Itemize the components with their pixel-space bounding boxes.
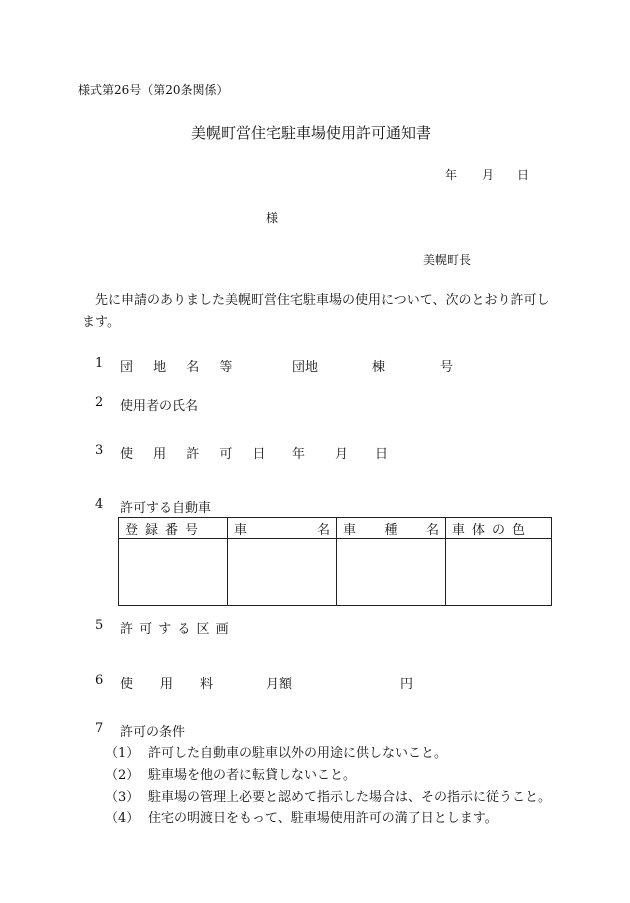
item-1-tou: 棟 xyxy=(372,360,386,375)
date-month: 月 xyxy=(482,168,495,182)
cell-car-name xyxy=(228,539,337,606)
item-6-yen: 円 xyxy=(400,677,414,692)
item-3-label: 使 用 許 可 日 xyxy=(120,447,274,462)
body-text: 先に申請のありました美幌町営住宅駐車場の使用について、次のとおり許可します。 xyxy=(82,293,550,330)
cell-body-color xyxy=(446,539,552,606)
condition-3-number: （3） xyxy=(105,790,140,805)
addressee-suffix: 様 xyxy=(266,211,279,225)
vehicle-table-header-row xyxy=(119,518,552,539)
header-registration-number xyxy=(119,518,228,539)
condition-3-text: 駐車場の管理上必要と認めて指示した場合は、その指示に従うこと。 xyxy=(148,790,552,805)
item-2-label: 使用者の氏名 xyxy=(120,399,199,414)
header-car-name-left: 車 xyxy=(234,522,248,538)
item-6-label-1: 使 xyxy=(120,677,134,692)
item-7-label: 許可の条件 xyxy=(120,725,186,740)
item-3-day: 日 xyxy=(375,447,389,462)
item-5-label: 許 可 す る 区 画 xyxy=(120,622,230,637)
condition-4-number: （4） xyxy=(105,811,140,826)
header-car-name xyxy=(228,518,337,539)
vehicle-table xyxy=(118,517,552,606)
item-5-number: 5 xyxy=(95,618,104,633)
date-day: 日 xyxy=(517,168,530,182)
header-body-color xyxy=(446,518,552,539)
header-car-type-1: 車 xyxy=(343,522,357,538)
item-1-danchi: 団地 xyxy=(292,360,319,375)
item-1-number: 1 xyxy=(95,356,104,371)
condition-2-text: 駐車場を他の者に転貸しないこと。 xyxy=(148,768,357,783)
vehicle-table-entry-row xyxy=(119,539,552,606)
header-car-type-wrap xyxy=(343,519,439,538)
date-year: 年 xyxy=(445,168,458,182)
item-6-number: 6 xyxy=(95,673,104,688)
item-6-label-2: 用 xyxy=(160,677,174,692)
item-6-monthly: 月額 xyxy=(266,677,293,692)
condition-1-text: 許可した自動車の駐車以外の用途に供しないこと。 xyxy=(148,746,448,761)
item-2-number: 2 xyxy=(95,395,104,410)
issuer: 美幌町長 xyxy=(423,253,472,267)
item-3-year: 年 xyxy=(292,447,306,462)
header-car-type-3: 名 xyxy=(425,522,439,538)
form-number: 様式第26号（第20条関係） xyxy=(78,83,229,97)
cell-car-type xyxy=(337,539,446,606)
header-car-type xyxy=(337,518,446,539)
header-registration-number-text: 登録番号 xyxy=(125,522,206,538)
header-body-color-text: 車体の色 xyxy=(452,522,533,538)
condition-1-number: （1） xyxy=(105,746,140,761)
header-car-name-right: 名 xyxy=(316,522,330,538)
item-6-label-3: 料 xyxy=(200,677,214,692)
header-car-type-2: 種 xyxy=(384,522,398,538)
item-1-label: 団 地 名 等 xyxy=(120,360,241,375)
condition-4-text: 住宅の明渡日をもって、駐車場使用許可の満了日とします。 xyxy=(148,811,498,826)
item-1-gou: 号 xyxy=(440,360,454,375)
condition-2-number: （2） xyxy=(105,768,140,783)
cell-registration-number xyxy=(119,539,228,606)
item-3-month: 月 xyxy=(335,447,349,462)
item-3-number: 3 xyxy=(95,443,104,458)
item-7-number: 7 xyxy=(95,721,104,736)
header-car-name-wrap xyxy=(234,519,330,538)
document-title: 美幌町営住宅駐車場使用許可通知書 xyxy=(191,124,432,142)
item-4-number: 4 xyxy=(95,497,104,512)
item-4-label: 許可する自動車 xyxy=(120,501,212,516)
